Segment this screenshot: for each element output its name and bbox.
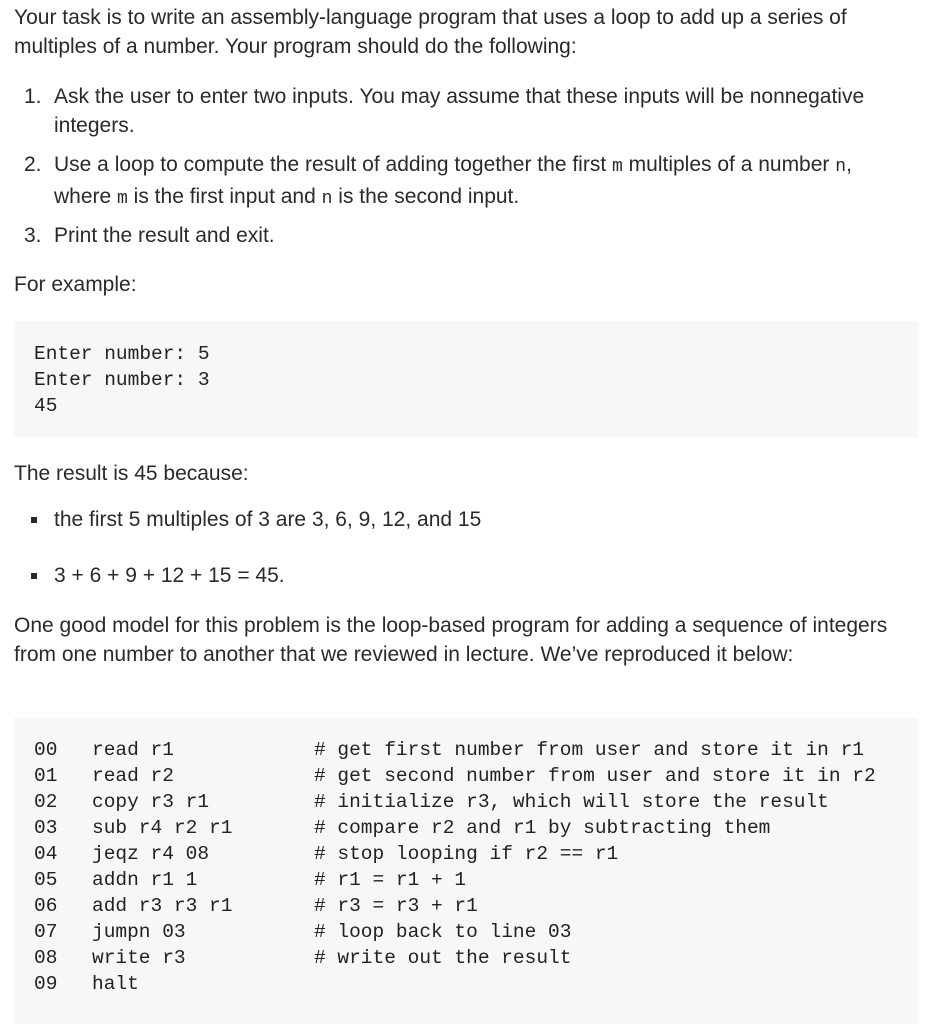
- code-m: m: [117, 189, 128, 209]
- line-number: 02: [34, 791, 58, 813]
- result-intro: The result is 45 because:: [14, 462, 249, 485]
- comment: # initialize r3, which will store the result: [314, 791, 829, 813]
- step-number: 1.: [24, 85, 42, 108]
- step-number: 2.: [24, 153, 42, 176]
- comment: # write out the result: [314, 947, 572, 969]
- comment: # r3 = r3 + r1: [314, 895, 478, 917]
- code-row: [34, 945, 914, 971]
- line-number: 01: [34, 765, 58, 787]
- line-number: 09: [34, 973, 58, 995]
- code-row: [34, 737, 914, 763]
- comment: # stop looping if r2 == r1: [314, 843, 619, 865]
- step-text: Ask the user to enter two inputs. You may assume that these inputs will be nonnegative integers.: [54, 85, 865, 137]
- instruction: jumpn 03: [92, 921, 186, 943]
- program-code-block: [14, 718, 918, 1024]
- code-row: [34, 789, 914, 815]
- example-line: 45: [34, 395, 58, 417]
- code-row: [34, 763, 914, 789]
- step-text: Print the result and exit.: [54, 224, 275, 247]
- code-row: [34, 893, 914, 919]
- instruction: sub r4 r2 r1: [92, 817, 233, 839]
- instruction: read r2: [92, 765, 174, 787]
- line-number: 08: [34, 947, 58, 969]
- comment: # r1 = r1 + 1: [314, 869, 467, 891]
- code-row: [34, 919, 914, 945]
- example-line: Enter number: 3: [34, 369, 210, 391]
- instruction: add r3 r3 r1: [92, 895, 233, 917]
- example-label: For example:: [14, 273, 137, 296]
- bullet-icon: [31, 517, 37, 523]
- bullet-text: 3 + 6 + 9 + 12 + 15 = 45.: [54, 564, 285, 587]
- example-code-block: [14, 321, 918, 437]
- instruction: jeqz r4 08: [92, 843, 210, 865]
- step-number: 3.: [24, 224, 42, 247]
- code-n: n: [321, 189, 333, 209]
- code-row: [34, 815, 914, 841]
- line-number: 00: [34, 739, 58, 761]
- line-number: 07: [34, 921, 58, 943]
- model-paragraph: One good model for this problem is the loop-based program for adding a sequence of integers from one number to another that we reviewed in lecture. We’ve reproduced it below:: [14, 614, 888, 666]
- comment: # loop back to line 03: [314, 921, 572, 943]
- bullet-icon: [31, 573, 37, 579]
- instruction: copy r3 r1: [92, 791, 210, 813]
- instruction: write r3: [92, 947, 186, 969]
- example-line: Enter number: 5: [34, 343, 210, 365]
- instruction: addn r1 1: [92, 869, 198, 891]
- bullet-text: the first 5 multiples of 3 are 3, 6, 9, 12, and 15: [54, 508, 482, 531]
- comment: # compare r2 and r1 by subtracting them: [314, 817, 771, 839]
- code-row: [34, 841, 914, 867]
- instruction: halt: [92, 973, 139, 995]
- instruction: read r1: [92, 739, 174, 761]
- line-number: 06: [34, 895, 58, 917]
- comment: # get first number from user and store it in r1: [314, 739, 864, 761]
- intro-paragraph: Your task is to write an assembly-language program that uses a loop to add up a series of multiples of a number. Your program should do the following:: [14, 6, 847, 58]
- code-n: n: [835, 157, 847, 177]
- line-number: 05: [34, 869, 58, 891]
- code-row: [34, 867, 914, 893]
- step-text: Use a loop to compute the result of adding together the first m multiples of a number n, where m is the first input and n is the second input.: [54, 153, 852, 209]
- comment: # get second number from user and store it in r2: [314, 765, 876, 787]
- line-number: 03: [34, 817, 58, 839]
- line-number: 04: [34, 843, 58, 865]
- code-row: [34, 971, 914, 997]
- code-m: m: [612, 157, 623, 177]
